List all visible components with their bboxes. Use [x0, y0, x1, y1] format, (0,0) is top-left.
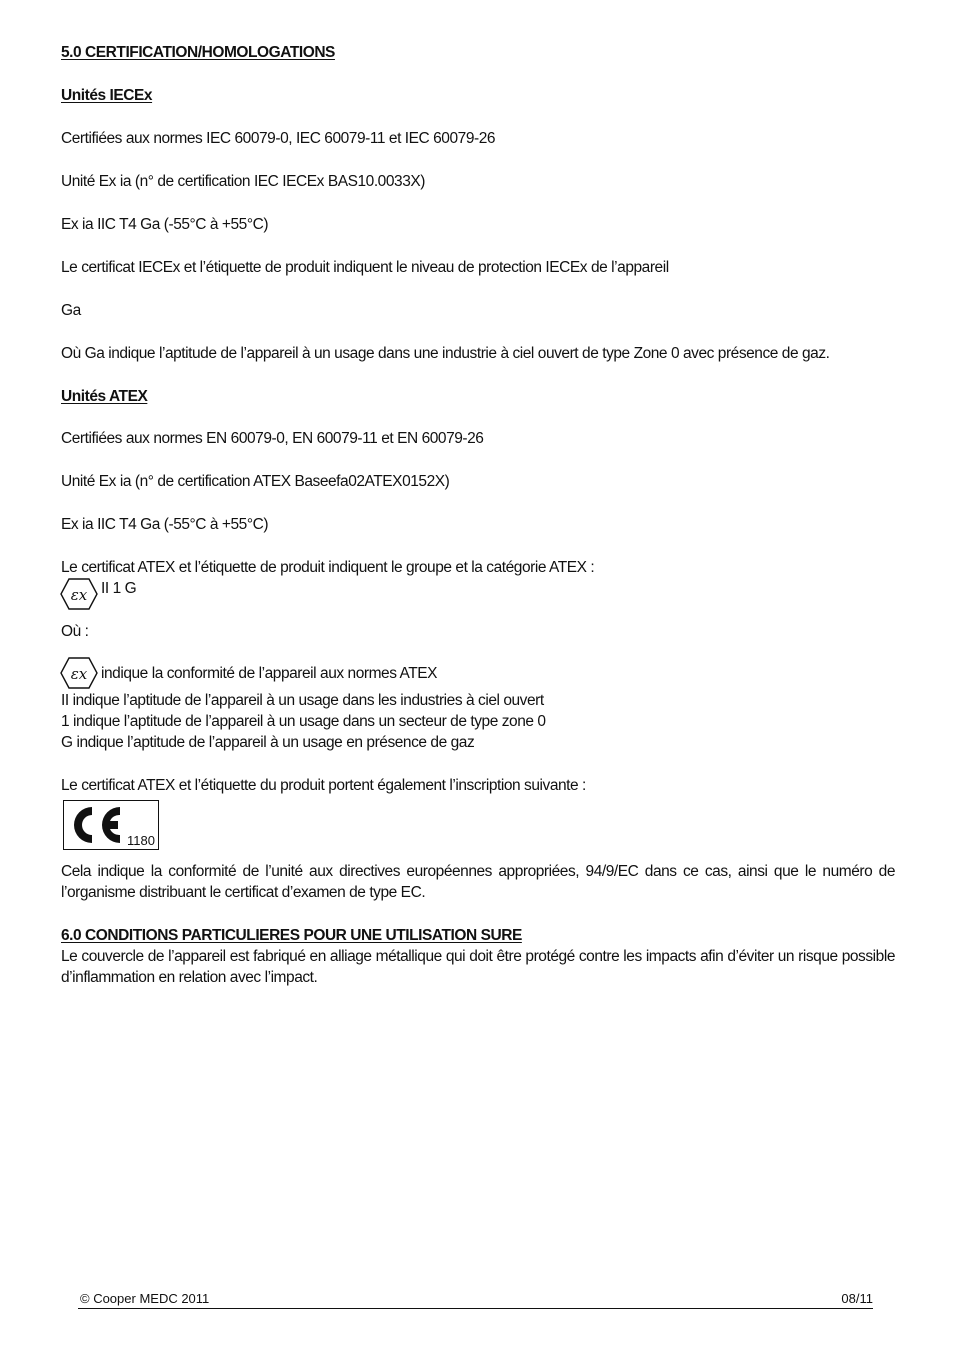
section-6-text: Le couvercle de l’appareil est fabriqué en alliage métallique qui doit être protégé contre les impacts afin d’éviter un risque possible d’inflammation en relation avec l’impact.	[61, 948, 895, 986]
iecex-heading: Unités IECEx	[61, 87, 153, 104]
atex-marking: Ex ia IIC T4 Ga (-55°C à +55°C)	[61, 516, 269, 533]
ex-hexagon-icon	[60, 657, 98, 689]
iecex-marking: Ex ia IIC T4 Ga (-55°C à +55°C)	[61, 216, 269, 233]
atex-standards: Certifiées aux normes EN 60079-0, EN 60079-11 et EN 60079-26	[61, 430, 484, 447]
footer-copyright: © Cooper MEDC 2011	[80, 1291, 210, 1306]
notified-body-number: 1180	[127, 833, 155, 848]
iecex-level-intro: Le certificat IECEx et l’étiquette de produit indiquent le niveau de protection IECEx de l’appareil	[61, 259, 669, 276]
atex-where: Où :	[61, 623, 89, 640]
svg-text:εx: εx	[70, 586, 88, 604]
atex-meaning-g: G indique l’aptitude de l’appareil à un usage en présence de gaz	[61, 734, 475, 751]
atex-ex-meaning: indique la conformité de l’appareil aux normes ATEX	[101, 665, 438, 682]
ex-hexagon-icon	[60, 578, 98, 610]
footer-divider	[78, 1308, 873, 1309]
atex-heading: Unités ATEX	[61, 388, 148, 405]
iecex-unit-certificate: Unité Ex ia (n° de certification IEC IECEx BAS10.0033X)	[61, 173, 425, 190]
section-6-heading: 6.0 CONDITIONS PARTICULIERES POUR UNE UTILISATION SURE	[61, 927, 522, 944]
atex-unit-certificate: Unité Ex ia (n° de certification ATEX Baseefa02ATEX0152X)	[61, 473, 450, 490]
atex-ce-intro: Le certificat ATEX et l’étiquette du produit portent également l’inscription suivante :	[61, 777, 586, 794]
ce-marking-box	[63, 800, 159, 850]
ce-mark-icon	[67, 804, 123, 846]
atex-meaning-1: 1 indique l’aptitude de l’appareil à un usage dans un secteur de type zone 0	[61, 713, 546, 730]
atex-meaning-ii: II indique l’aptitude de l’appareil à un usage dans les industries à ciel ouvert	[61, 692, 544, 709]
footer-date: 08/11	[841, 1291, 873, 1306]
atex-ce-explanation: Cela indique la conformité de l’unité aux directives européennes appropriées, 94/9/EC dans ce cas, ainsi que le numéro de l’organisme distribuant le certificat d’examen de type EC.	[61, 863, 895, 901]
atex-group-intro: Le certificat ATEX et l’étiquette de produit indiquent le groupe et la catégorie ATEX :	[61, 559, 595, 576]
svg-text:εx: εx	[70, 665, 88, 683]
iecex-standards: Certifiées aux normes IEC 60079-0, IEC 60079-11 et IEC 60079-26	[61, 130, 496, 147]
atex-group-value: II 1 G	[101, 580, 137, 597]
iecex-level: Ga	[61, 302, 81, 319]
iecex-level-explanation: Où Ga indique l’aptitude de l’appareil à un usage dans une industrie à ciel ouvert de type Zone 0 avec présence de gaz.	[61, 345, 830, 362]
section-5-heading: 5.0 CERTIFICATION/HOMOLOGATIONS	[61, 44, 335, 61]
